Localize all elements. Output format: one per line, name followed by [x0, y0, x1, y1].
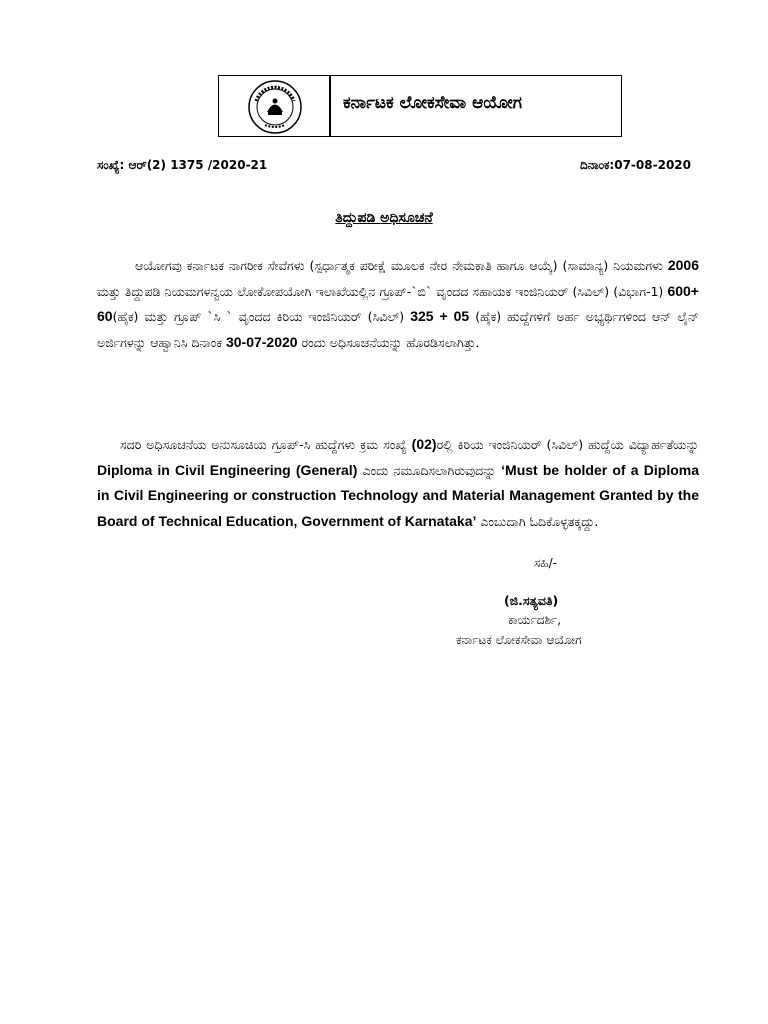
- p2-old-qualification: Diploma in Civil Engineering (General): [97, 461, 358, 478]
- paragraph-1: [97, 253, 699, 355]
- reference-number: [97, 158, 267, 173]
- signatory-designation: ಕಾರ್ಯದರ್ಶಿ,: [508, 613, 562, 627]
- p1-text-1: ಆಯೋಗವು ಕರ್ನಾಟಕ ನಾಗರೀಕ ಸೇವೆಗಳು (ಸ್ಪರ್ಧಾತ್ಮಕ ಪರೀಕ್ಷೆ ಮೂಲಕ ನೇರ ನೇಮಕಾತಿ ಹಾಗೂ ಆಯ್ಕೆ) (ಸಾಮಾನ್ಯ) ನಿಯಮಗಳು: [135, 258, 668, 273]
- paragraph-2: [97, 432, 699, 534]
- letterhead-title: ಕರ್ನಾಟಕ ಲೋಕಸೇವಾ ಆಯೋಗ: [343, 93, 522, 113]
- letterhead-box: [218, 75, 622, 137]
- signatory-office: ಕರ್ನಾಟಕ ಲೋಕಸೇವಾ ಆಯೋಗ: [456, 633, 582, 647]
- p1-year: 2006: [667, 257, 699, 273]
- p1-je-posts: 325 + 05: [410, 308, 470, 324]
- p1-notification-date: 30-07-2020: [225, 333, 298, 350]
- p2-serial-number: (02): [411, 436, 437, 452]
- p1-text-5: ರಂದು ಅಧಿಸೂಚನೆಯನ್ನು ಹೊರಡಿಸಲಾಗಿತ್ತು.: [297, 334, 480, 350]
- reference-year: /2020-21: [203, 158, 268, 172]
- document-date: [580, 158, 691, 173]
- kpsc-seal-icon: [247, 79, 303, 135]
- p2-text-1: ಸದರಿ ಅಧಿಸೂಚನೆಯ ಅನುಸೂಚಿಯ ಗ್ರೂಪ್-ಸಿ ಹುದ್ದೆಗಳು ಕ್ರಮ ಸಂಖ್ಯೆ: [120, 437, 412, 452]
- signatory-name: (ಜಿ.ಸತ್ಯವತಿ): [504, 593, 559, 608]
- p1-text-2: ಮತ್ತು ತಿದ್ದುಪಡಿ ನಿಯಮಗಳನ್ವಯ ಲೋಕೋಪಯೋಗಿ ಇಲಾಖೆಯಲ್ಲಿನ ಗ್ರೂಪ್-`ಬಿ` ವೃಂದದ ಸಹಾಯಕ ಇಂಜಿನಿಯರ್ (ಸಿವಿಲ್) (ವಿಭಾಗ-1): [97, 283, 668, 299]
- date-label: ದಿನಾಂಕ:: [580, 158, 615, 172]
- p1-text-3: (ಹೈಕ) ಮತ್ತು ಗ್ರೂಪ್ `ಸಿ ` ವೃಂದದ ಕಿರಿಯ ಇಂಜಿನಿಯರ್ (ಸಿವಿಲ್): [112, 309, 411, 324]
- p2-new-qualification: ‘Must be holder of a Diploma in Civil Engineering or construction Technology and Material Management Granted by the Board of Technical Education, Government of Karnataka’: [97, 461, 699, 529]
- p2-text-2: ರಲ್ಲಿ ಕಿರಿಯ ಇಂಜಿನಿಯರ್ (ಸಿವಿಲ್) ಹುದ್ದೆಯ ವಿದ್ಯಾರ್ಹತೆಯನ್ನು: [436, 437, 699, 452]
- notice-title: ತಿದ್ದುಪಡಿ ಅಧಿಸೂಚನೆ: [335, 210, 433, 226]
- letterhead-divider: [329, 76, 331, 136]
- signature-mark: ಸಹಿ/-: [534, 556, 557, 570]
- p2-text-3: ಎಂದು ನಮೂದಿಸಲಾಗಿರುವುದನ್ನು: [357, 462, 502, 478]
- date-value: 07-08-2020: [614, 158, 691, 172]
- p2-text-4: ಎಂಬುದಾಗಿ ಓದಿಕೊಳ್ಳತಕ್ಕದ್ದು.: [476, 513, 599, 529]
- p1-text-4: (ಹೈಕ) ಹುದ್ದೆಗಳಿಗೆ ಅರ್ಹ ಅಭ್ಯರ್ಥಿಗಳಿಂದ ಆನ್ ಲೈನ್ ಅರ್ಜಿಗಳನ್ನು ಆಹ್ವಾನಿಸಿ ದಿನಾಂಕ: [97, 309, 699, 350]
- reference-code: ಆರ್(2) 1375: [128, 158, 204, 172]
- p1-ae-posts: 600+ 60: [97, 282, 699, 324]
- reference-label: ಸಂಖ್ಯೆ:: [97, 158, 129, 172]
